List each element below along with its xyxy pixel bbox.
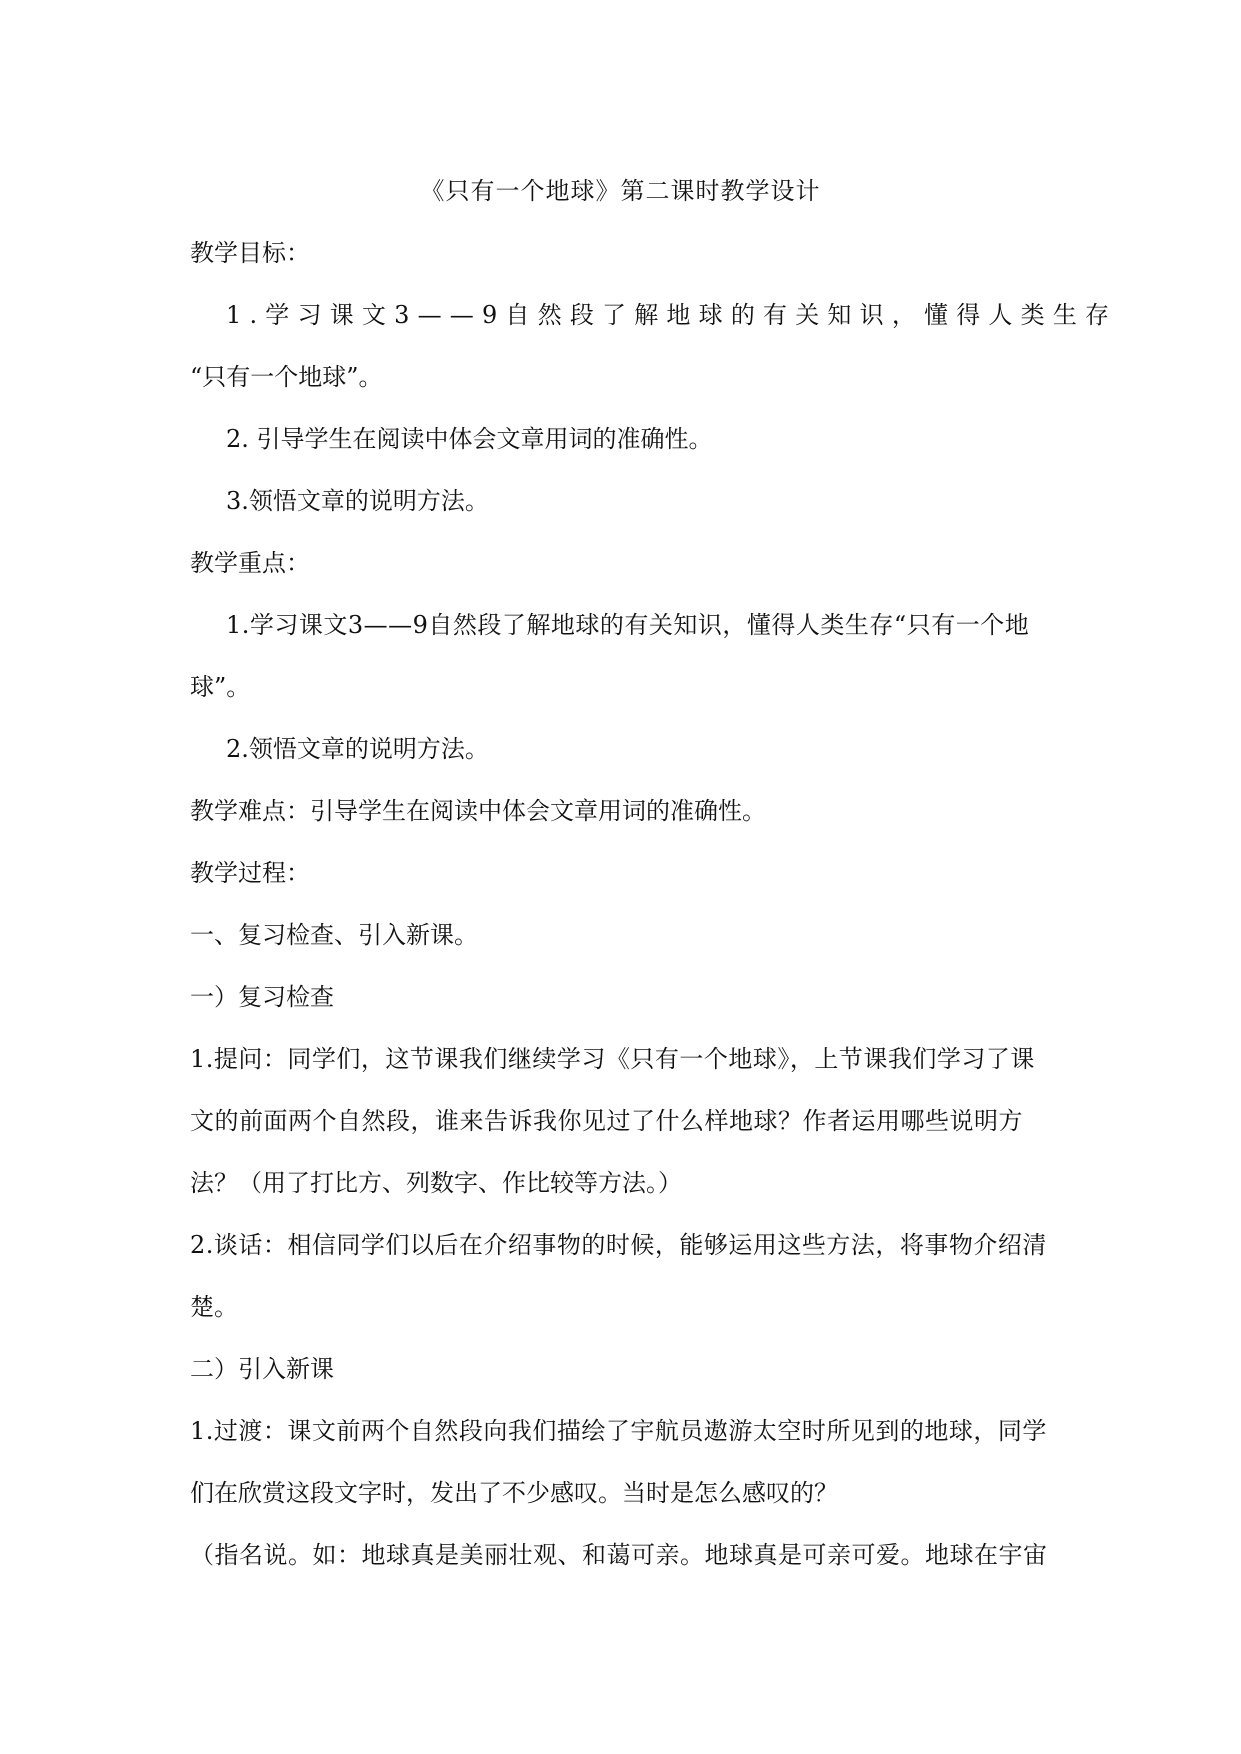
paragraph-line: 2.领悟文章的说明方法。 — [226, 735, 489, 763]
section-heading: 一、复习检查、引入新课。 — [190, 921, 478, 949]
paragraph-line: （指名说。如：地球真是美丽壮观、和蔼可亲。地球真是可亲可爱。地球在宇宙 — [190, 1541, 1048, 1569]
document-body — [190, 238, 1118, 1602]
paragraph-line: 文的前面两个自然段，谁来告诉我你见过了什么样地球？作者运用哪些说明方 — [190, 1107, 1023, 1135]
paragraph-line: 法？（用了打比方、列数字、作比较等方法。） — [190, 1169, 682, 1197]
subsection-heading: 二）引入新课 — [190, 1355, 334, 1383]
paragraph-line: 1.过渡：课文前两个自然段向我们描绘了宇航员遨游太空时所见到的地球，同学 — [190, 1417, 1047, 1445]
heading-teaching-goals: 教学目标： — [190, 239, 310, 267]
subsection-heading: 一）复习检查 — [190, 983, 334, 1011]
paragraph-line: 楚。 — [190, 1293, 238, 1321]
heading-key-points: 教学重点： — [190, 549, 310, 577]
document-title: 《只有一个地球》第二课时教学设计 — [420, 177, 821, 205]
paragraph-line: 球”。 — [190, 673, 251, 701]
paragraph-line: 1.学习课文3——9自然段了解地球的有关知识，懂得人类生存 — [226, 301, 1118, 329]
heading-difficulties: 教学难点：引导学生在阅读中体会文章用词的准确性。 — [190, 797, 766, 825]
paragraph-line: “只有一个地球”。 — [190, 363, 383, 391]
paragraph-line: 2. 引导学生在阅读中体会文章用词的准确性。 — [226, 425, 713, 453]
paragraph-line: 们在欣赏这段文字时，发出了不少感叹。当时是怎么感叹的？ — [190, 1479, 838, 1507]
heading-teaching-process: 教学过程： — [190, 859, 310, 887]
paragraph-line: 1.提问：同学们，这节课我们继续学习《只有一个地球》，上节课我们学习了课 — [190, 1045, 1035, 1073]
paragraph-line: 1.学习课文3——9自然段了解地球的有关知识，懂得人类生存“只有一个地 — [226, 611, 1030, 639]
paragraph-line: 3.领悟文章的说明方法。 — [226, 487, 489, 515]
paragraph-line: 2.谈话：相信同学们以后在介绍事物的时候，能够运用这些方法，将事物介绍清 — [190, 1231, 1047, 1259]
